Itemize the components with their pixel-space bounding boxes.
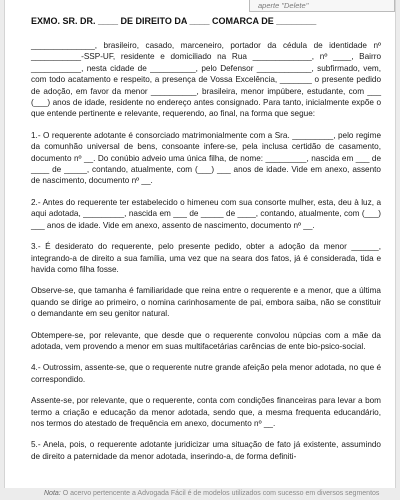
delete-hint-box [249, 0, 395, 12]
footnote-text: O acervo pertencente a Advogada Fácil é de modelos utilizados com sucesso em diversos segmentos [62, 490, 380, 497]
paragraph-obtempere: Obtempere-se, por relevante, que desde que o requerente convolou núpcias com a mãe da adotada, vem provendo a menor em suas multifacetárias carências de ente bio-psico-social. [31, 330, 381, 351]
delete-hint-text: aperte "Delete" [258, 1, 309, 10]
document-body [31, 40, 381, 472]
footnote [0, 488, 400, 500]
paragraph-assente: Assente-se, por relevante, que o requerente, conta com condições financeiras para levar a bom termo a criação e educação da menor adotada, sendo que, a mesma frequenta educandário, nos termos do atestado de frequência em anexo, documento nº __. [31, 396, 381, 428]
document-heading: EXMO. SR. DR. ____ DE DIREITO DA ____ COMARCA DE ________ [31, 16, 317, 26]
paragraph-3: 3.- É desiderato do requerente, pelo presente pedido, obter a adoção da menor ______, integrando-a de direito a sua família, uma vez que na seara dos fatos, já é considerada, tida e havida como filha fosse. [31, 242, 381, 274]
paragraph-intro: ______________, brasileiro, casado, marceneiro, portador da cédula de identidade nº ___________-SSP-UF, residente e domiciliado na Rua _____________, nº ____, Bairro ___________, nesta cidade de __________, pelo Defensor ____________, subfirmado, vem, com todo acatamento e respeito, a presença de Vossa Excelência, _______ o presente pedido de adoção, em favor da menor __________, brasileira, menor impúbere, estudante, com ___ (___) anos de idade, residente no endereço antes consignado. Para tanto, inicialmente expõe o que entende pertinente e relevante, requerendo, ao final, na forma que segue: [31, 41, 381, 119]
document-page [4, 0, 396, 488]
paragraph-2: 2.- Antes do requerente ter estabelecido o himeneu com sua consorte mulher, esta, deu à luz, a aqui adotada, _________, nascida em ___ de _____ de ____, contando, atualmente, com (___) ___ anos de idade. Vide em anexo, assento de nascimento, documento nº __. [31, 197, 381, 230]
paragraph-5: 5.- Anela, pois, o requerente adotante juridicizar uma situação de fato já existente, assumindo de direito a paternidade da menor adotada, inserindo-a, de forma definiti- [31, 440, 381, 461]
paragraph-1: 1.- O requerente adotante é consorciado matrimonialmente com a Sra. _________, pelo regime da comunhão universal de bens, consoante infere-se, pela inclusa certidão de casamento, documento nº __. Do conúbio adveio uma única filha, de nome: _________, nascida em ___ de ____ de _____, contando, atualmente, com (___) ___ anos de idade. Vide em anexo, assento de nascimento, documento nº __. [31, 130, 381, 186]
paragraph-observe: Observe-se, que tamanha é familiaridade que reina entre o requerente e a menor, que a última quando se dirige ao primeiro, o nomina carinhosamente de pai, embora saiba, não se constituir o demandante em seu genitor natural. [31, 286, 381, 319]
paragraph-4: 4.- Outrossim, assente-se, que o requerente nutre grande afeição pela menor adotada, no que é correspondido. [31, 363, 381, 384]
footnote-label: Nota: [44, 490, 61, 497]
